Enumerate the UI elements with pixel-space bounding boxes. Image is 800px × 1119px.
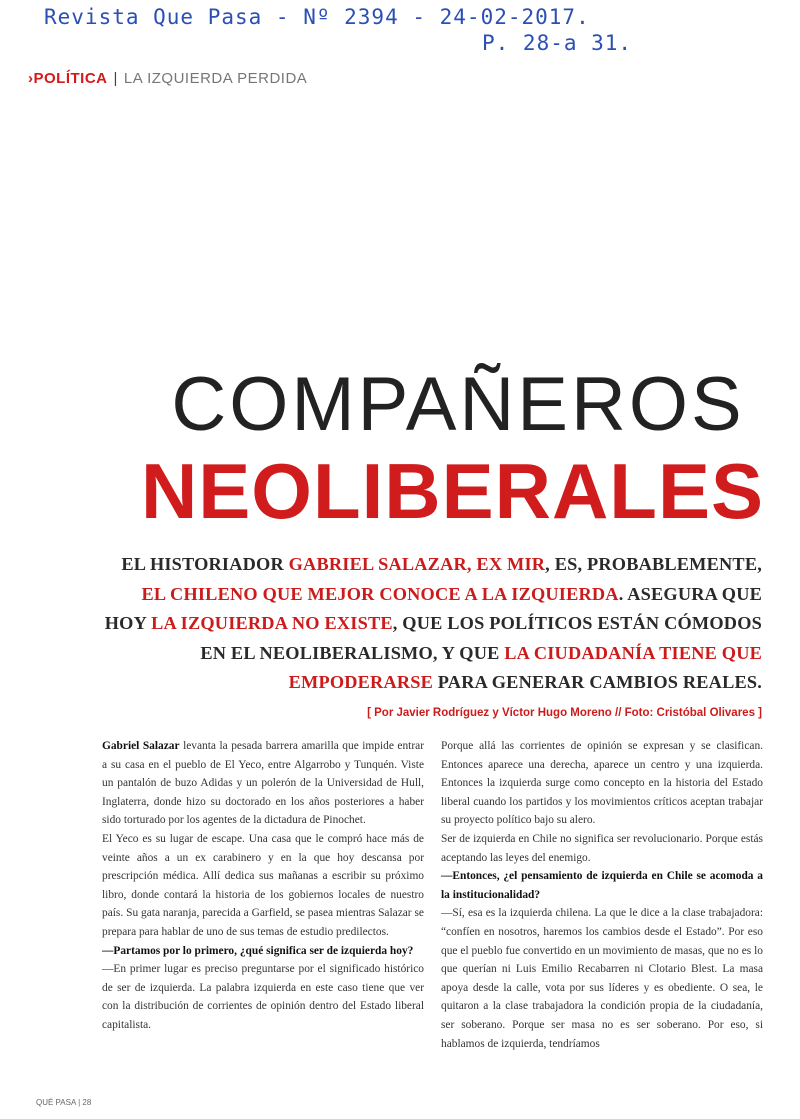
deck-segment: GABRIEL SALAZAR, EX MIR xyxy=(288,554,546,574)
headline-line-2: NEOLIBERALES xyxy=(140,447,764,535)
article-paragraph xyxy=(441,830,763,867)
headline-line-1: COMPAÑEROS xyxy=(171,362,745,447)
deck-segment: PARA GENERAR CAMBIOS REALES. xyxy=(433,672,762,692)
section-category: ›POLÍTICA xyxy=(28,70,108,87)
deck-segment: EL CHILENO QUE MEJOR CONOCE A LA IZQUIERDA xyxy=(141,583,619,604)
lead-name: Gabriel Salazar xyxy=(102,740,180,752)
byline-credits: [ Por Javier Rodríguez y Víctor Hugo Moreno // Foto: Cristóbal Olivares ] xyxy=(367,707,762,719)
deck-segment: , ES, PROBABLEMENTE, xyxy=(545,554,762,574)
deck-segment: , QUE LOS POLÍTICOS ESTÁN CÓMODOS EN EL NEOLIBERALISMO, Y QUE xyxy=(200,613,762,663)
article-paragraph xyxy=(441,904,763,1053)
paragraph-text: El Yeco es su lugar de escape. Una casa que le compró hace más de veinte años a un ex carabinero y en la que hoy descansa por prescripción médica. Allí dedica sus mañanas a escribir su próximo libro, donde contará la historia de los gobiernos locales de nuestro país. Su gata naranja, parecida a Garfield, se pasea mientras Salazar se prepara para hablar de uno de sus temas de estudio predilectos. xyxy=(102,832,424,938)
interview-question: —Partamos por lo primero, ¿qué significa ser de izquierda hoy? xyxy=(102,944,414,957)
section-subtitle: LA IZQUIERDA PERDIDA xyxy=(123,70,308,87)
article-paragraph xyxy=(441,737,763,830)
deck-subheading xyxy=(96,550,762,698)
article-paragraph xyxy=(102,737,424,830)
section-divider: | xyxy=(113,70,118,87)
handwritten-annotation xyxy=(44,4,764,56)
paragraph-text: levanta la pesada barrera amarilla que impide entrar a su casa en el pueblo de El Yeco, entre Algarrobo y Tunquén. Viste un pantalón de buzo Adidas y un polerón de la Universidad de Hull, Inglaterra, donde hizo su doctorado en los años posteriores a haber sido torturado por los agentes de la dictadura de Pinochet. xyxy=(102,740,424,827)
handwritten-line-2: P. 28-a 31. xyxy=(482,31,633,55)
paragraph-text: —En primer lugar es preciso preguntarse por el significado histórico de ser de izquierda. La palabra izquierda en este caso tiene que ver con la distribución de corrientes de opinión dentro del Estado liberal capitalista. xyxy=(102,963,424,1031)
article-paragraph xyxy=(102,830,424,942)
interview-question: —Entonces, ¿el pensamiento de izquierda en Chile se acomoda a la institucionalidad? xyxy=(441,870,763,901)
deck-segment: EL HISTORIADOR xyxy=(121,554,289,574)
handwritten-line-1: Revista Que Pasa - Nº 2394 - 24-02-2017. xyxy=(44,5,590,29)
deck-segment: LA CIUDADANÍA TIENE QUE EMPODERARSE xyxy=(288,642,762,692)
article-column-2 xyxy=(441,737,763,1053)
page-footer: QUÉ PASA | 28 xyxy=(36,1098,92,1107)
paragraph-text: —Sí, esa es la izquierda chilena. La que le dice a la clase trabajadora: “confíen en nosotros, haremos los cambios desde el Estado”. Por eso que el pueblo fue convertido en un movimiento de masas, que no es lo que querían ni Luis Emilio Recabarren ni Clotario Blest. La masa apoya desde la calle, vota por sus líderes y es obediente. O sea, le quitaron a la clase trabajadora la condición propia de la ciudadanía, ser soberano. Porque ser masa no es ser soberano. Por eso, si hablamos de izquierda, tendríamos xyxy=(441,907,763,1050)
article-paragraph xyxy=(102,960,424,1034)
deck-segment: . ASEGURA QUE HOY xyxy=(104,583,762,633)
section-header xyxy=(28,70,307,87)
deck-segment: LA IZQUIERDA NO EXISTE xyxy=(151,613,393,633)
paragraph-text: Ser de izquierda en Chile no significa ser revolucionario. Porque estás aceptando las leyes del enemigo. xyxy=(441,832,763,864)
paragraph-text: Porque allá las corrientes de opinión se expresan y se clasifican. Entonces aparece una derecha, aparece un centro y una izquierda. Entonces la izquierda surge como concepto en la historia del Estado liberal cuando los partidos y los movimientos críticos aceptan trabajar su proyecto político bajo su alero. xyxy=(441,740,763,827)
article-column-1 xyxy=(102,737,424,1035)
